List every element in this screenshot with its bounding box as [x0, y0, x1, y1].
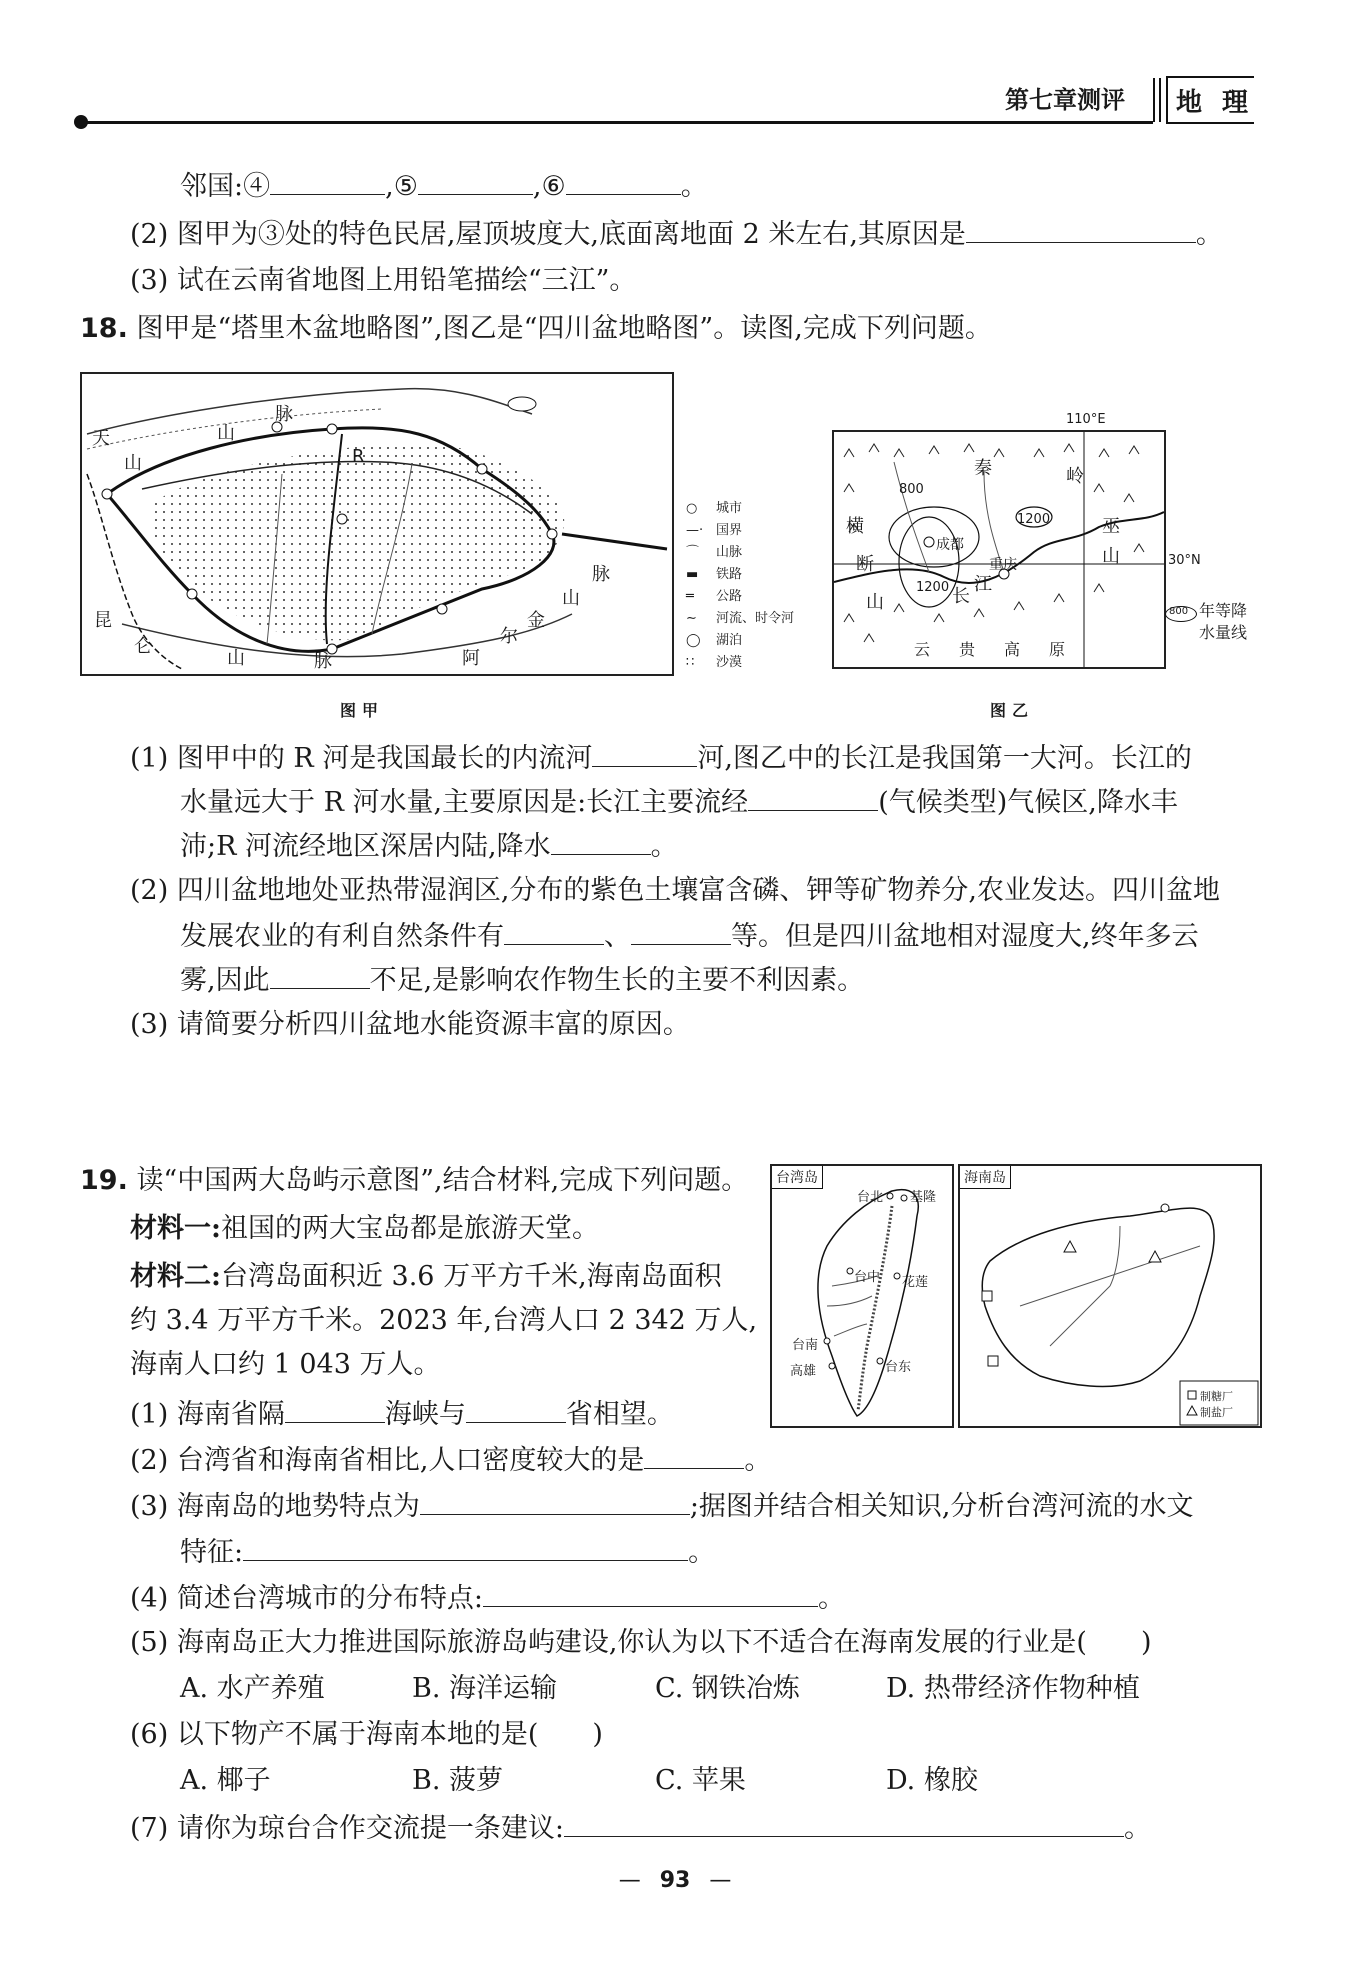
option-c[interactable]: C. 钢铁冶炼 — [655, 1673, 800, 1704]
tianshan-ridge — [87, 389, 532, 434]
legend-railway: ▬ 铁路 — [686, 567, 743, 582]
q18-part2-line2 — [180, 918, 1199, 954]
q18-p1-f: 。 — [650, 831, 678, 862]
map-label: 断 — [856, 554, 874, 575]
material2-label: 材料二: — [130, 1261, 221, 1292]
q19-p2-blank[interactable] — [644, 1442, 744, 1469]
r-river-label: R — [352, 446, 365, 467]
q17-end1: 。 — [680, 171, 708, 202]
legend-isohyet-text-2: 水量线 — [1199, 623, 1248, 642]
q19-material2-line1 — [130, 1260, 722, 1294]
q18-part1-line1 — [130, 740, 1192, 776]
map-label: 阿 — [462, 648, 480, 669]
map-label: 江 — [974, 574, 992, 595]
material1-label: 材料一: — [130, 1213, 221, 1244]
map-label: 山 — [227, 648, 245, 669]
legend-city: ○ 城市 — [686, 501, 743, 516]
q18-stem: 图甲是“塔里木盆地略图”,图乙是“四川盆地略图”。读图,完成下列问题。 — [136, 313, 992, 344]
q17-neighbors-prefix: 邻国:④ — [180, 171, 271, 202]
q19-p7-a: (7) 请你为琼台合作交流提一条建议: — [130, 1813, 564, 1844]
q18-p1-d: (气候类型)气候区,降水丰 — [878, 787, 1178, 818]
contour-label: 1200 — [916, 580, 950, 595]
q19-part5: (5) 海南岛正大力推进国际旅游岛屿建设,你认为以下不适合在海南发展的行业是( ) — [130, 1627, 1152, 1658]
legend-river: ∼ 河流、时令河 — [686, 611, 795, 626]
map-label: 山 — [124, 453, 142, 474]
q19-p3-d: 。 — [688, 1537, 716, 1568]
q17-part2 — [130, 216, 1223, 252]
hainan-island-drawing — [960, 1166, 1260, 1426]
q18-number: 18. — [80, 313, 128, 344]
map-label: 山 — [866, 592, 884, 613]
desert-area — [150, 442, 564, 640]
q19-p3-blank-hydrology[interactable] — [243, 1534, 688, 1561]
q19-p7-blank[interactable] — [564, 1810, 1124, 1837]
q19-p3-blank-terrain[interactable] — [420, 1488, 690, 1515]
lake — [508, 397, 536, 411]
city-chengdu-marker — [924, 537, 934, 547]
q18-p1-blank-climate[interactable] — [748, 784, 878, 811]
tarim-legend — [686, 498, 794, 674]
q18-p2-b: 发展农业的有利自然条件有 — [180, 921, 504, 952]
city-marker — [102, 489, 112, 499]
q18-p2-c: 、 — [604, 921, 631, 952]
taiwan-map — [770, 1164, 954, 1428]
city-keelung: 基隆 — [910, 1190, 937, 1205]
city-marker — [327, 424, 337, 434]
tarim-basin-map — [80, 372, 674, 676]
q19-p3-b: ;据图并结合相关知识,分析台湾河流的水文 — [689, 1491, 1194, 1522]
map-label: 长 — [952, 586, 970, 607]
q18-p2-blank-2[interactable] — [631, 918, 731, 945]
header-dot — [74, 115, 88, 129]
map-label: 金 — [527, 610, 545, 631]
map-label: 巫 — [1102, 516, 1120, 537]
q19-p2-a: (2) 台湾省和海南省相比,人口密度较大的是 — [130, 1445, 645, 1476]
q18-p1-a: (1) 图甲中的 R 河是我国最长的内流河 — [130, 743, 593, 774]
q18-p1-blank-river[interactable] — [592, 740, 697, 767]
city-marker — [547, 529, 557, 539]
option-b[interactable]: B. 菠萝 — [412, 1765, 504, 1796]
q18-part2-line1: (2) 四川盆地地处亚热带湿润区,分布的紫色土壤富含磷、钾等矿物养分,农业发达。四川盆地 — [130, 875, 1220, 906]
map-label: 昆 — [94, 610, 112, 631]
city-marker — [437, 604, 447, 614]
legend-road: ═ 公路 — [686, 589, 743, 604]
header-divider — [1153, 78, 1161, 122]
q17-p2-text: (2) 图甲为③处的特色民居,屋顶坡度大,底面离地面 2 米左右,其原因是 — [130, 219, 966, 250]
map-label: 脉 — [275, 404, 293, 425]
q19-number: 19. — [80, 1165, 128, 1196]
q18-part1-line3 — [180, 828, 678, 864]
header-rule — [78, 121, 1153, 124]
q19-p3-a: (3) 海南岛的地势特点为 — [130, 1491, 420, 1522]
footer-dash-left: — — [618, 1868, 641, 1893]
q19-p4-blank[interactable] — [483, 1580, 818, 1607]
answer-blank-6[interactable] — [566, 168, 681, 195]
q19-p1-b: 海峡与 — [384, 1399, 466, 1430]
city-marker — [477, 464, 487, 474]
map-label: 横 — [846, 516, 864, 537]
option-b[interactable]: B. 海洋运输 — [412, 1673, 558, 1704]
footer-dash-right: — — [709, 1868, 732, 1893]
q18-p2-f: 不足,是影响农作物生长的主要不利因素。 — [369, 965, 865, 996]
q18-p2-blank-1[interactable] — [504, 918, 604, 945]
map-label: 秦 — [974, 458, 992, 479]
city-tainan: 台南 — [792, 1338, 819, 1353]
answer-blank-5[interactable] — [418, 168, 533, 195]
q17-p2-end: 。 — [1195, 219, 1223, 250]
page-number: 93 — [659, 1868, 691, 1893]
q19-part7 — [130, 1810, 1151, 1846]
q19-part4 — [130, 1580, 845, 1616]
latitude-label: 30°N — [1168, 553, 1201, 568]
q19-part6: (6) 以下物产不属于海南本地的是( ) — [130, 1719, 603, 1750]
city-kaohsiung: 高雄 — [790, 1364, 817, 1379]
sugar-factory-marker — [988, 1356, 998, 1366]
sugar-factory-marker — [982, 1291, 992, 1301]
map-label: 脉 — [592, 564, 610, 585]
city-taipei: 台北 — [857, 1190, 884, 1205]
q18-stem-line — [80, 312, 992, 346]
contour-label: 800 — [899, 482, 924, 497]
q19-p4-b: 。 — [817, 1583, 845, 1614]
map-label: 山 — [217, 423, 235, 444]
q19-part2 — [130, 1442, 771, 1478]
isohyet-800 — [889, 507, 979, 567]
city-hualien: 花莲 — [902, 1275, 929, 1290]
map-label: 山 — [562, 588, 580, 609]
q19-material2-line3: 海南人口约 1 043 万人。 — [130, 1349, 441, 1380]
header-subject-1: 地 — [1176, 88, 1203, 118]
q18-part3: (3) 请简要分析四川盆地水能资源丰富的原因。 — [130, 1009, 690, 1040]
map-label: 云 — [914, 640, 931, 659]
city-taitung: 台东 — [885, 1360, 912, 1375]
map-label: 仑 — [134, 636, 152, 657]
hainan-map-title: 海南岛 — [960, 1166, 1011, 1189]
q17-neighbors-line — [180, 168, 708, 204]
q19-material1 — [130, 1212, 599, 1246]
q18-p2-e: 雾,因此 — [180, 965, 270, 996]
map-label: 高 — [1004, 640, 1021, 659]
q17-sep2: ,⑥ — [532, 171, 566, 202]
q18-part2-line3 — [180, 962, 864, 998]
mountain-ticks — [844, 444, 1144, 642]
q18-p1-b: 河,图乙中的长江是我国第一大河。长江的 — [697, 743, 1192, 774]
header-subject-2: 理 — [1222, 88, 1249, 118]
taiwan-island-drawing — [772, 1166, 952, 1426]
q19-material2-line2: 约 3.4 万平方千米。2023 年,台湾人口 2 342 万人, — [130, 1305, 758, 1336]
q18-p2-d: 等。但是四川盆地相对湿度大,终年多云 — [731, 921, 1199, 952]
taiwan-coastline — [818, 1190, 918, 1416]
q19-p2-b: 。 — [744, 1445, 772, 1476]
legend-border: —· 国界 — [686, 523, 743, 538]
city-taichung: 台中 — [854, 1270, 881, 1285]
option-d[interactable]: D. 橡胶 — [886, 1765, 978, 1796]
map-label: 山 — [1102, 546, 1120, 567]
city-chongqing: 重庆 — [989, 557, 1017, 573]
q19-p4-a: (4) 简述台湾城市的分布特点: — [130, 1583, 483, 1614]
q19-part3-line2 — [180, 1534, 715, 1570]
city-marker — [337, 514, 347, 524]
map-label: 脉 — [314, 651, 332, 672]
map-label: 贵 — [959, 640, 976, 659]
q19-stem: 读“中国两大岛屿示意图”,结合材料,完成下列问题。 — [136, 1165, 749, 1196]
option-d[interactable]: D. 热带经济作物种植 — [886, 1673, 1140, 1704]
q19-part1 — [130, 1396, 674, 1432]
q18-p2-blank-3[interactable] — [270, 962, 370, 989]
material2-text-1: 台湾岛面积近 3.6 万平方千米,海南岛面积 — [220, 1261, 722, 1292]
legend-salt-factory: 制盐厂 — [1200, 1406, 1233, 1419]
answer-blank-4[interactable] — [270, 168, 385, 195]
q19-part3-line1 — [130, 1488, 1194, 1524]
q19-p1-blank-province[interactable] — [466, 1396, 566, 1423]
legend-isohyet-value: 800 — [1169, 606, 1189, 617]
q19-p7-b: 。 — [1123, 1813, 1151, 1844]
option-a[interactable]: A. 水产养殖 — [180, 1673, 325, 1704]
page-footer — [600, 1868, 750, 1893]
q19-stem-line — [80, 1164, 748, 1198]
longitude-label: 110°E — [1066, 412, 1106, 427]
map-label: 原 — [1049, 640, 1066, 659]
sichuan-basin-map — [832, 430, 1166, 669]
q18-p1-blank-precip[interactable] — [551, 828, 651, 855]
hainan-map — [958, 1164, 1262, 1428]
legend-isohyet-text-1: 年等降 — [1199, 601, 1248, 620]
q19-p1-c: 省相望。 — [565, 1399, 674, 1430]
q17-part3: (3) 试在云南省地图上用铅笔描绘“三江”。 — [130, 265, 637, 296]
map-label: 尔 — [500, 626, 518, 647]
taiwan-map-title: 台湾岛 — [772, 1166, 823, 1189]
legend-mountain: ⌒ 山脉 — [686, 545, 743, 560]
q19-p3-c: 特征: — [180, 1537, 244, 1568]
map-jia-caption: 图甲 — [340, 701, 385, 720]
q19-p1-blank-strait[interactable] — [285, 1396, 385, 1423]
map-label: 天 — [92, 428, 110, 449]
header-chapter: 第七章测评 — [1005, 86, 1125, 114]
map-yi-caption: 图乙 — [990, 701, 1035, 720]
q18-p1-c: 水量远大于 R 河水量,主要原因是:长江主要流经 — [180, 787, 749, 818]
option-c[interactable]: C. 苹果 — [655, 1765, 746, 1796]
legend-sugar-factory: 制糖厂 — [1200, 1390, 1233, 1403]
city-marker — [187, 589, 197, 599]
material1-text: 祖国的两大宝岛都是旅游天堂。 — [220, 1213, 599, 1244]
q18-p1-e: 沛;R 河流经地区深居内陆,降水 — [180, 831, 551, 862]
contour-label: 1200 — [1017, 512, 1051, 527]
tarim-map-drawing — [82, 374, 672, 674]
q17-sep1: ,⑤ — [385, 171, 418, 202]
map-label: 岭 — [1066, 466, 1084, 487]
q18-part1-line2 — [180, 784, 1178, 820]
city-chengdu: 成都 — [936, 537, 964, 553]
legend-lake: ◯ 湖泊 — [686, 633, 743, 648]
q19-p1-a: (1) 海南省隔 — [130, 1399, 285, 1430]
legend-desert: ∷ 沙漠 — [686, 655, 743, 670]
q17-p2-blank[interactable] — [966, 216, 1196, 243]
option-a[interactable]: A. 椰子 — [180, 1765, 271, 1796]
